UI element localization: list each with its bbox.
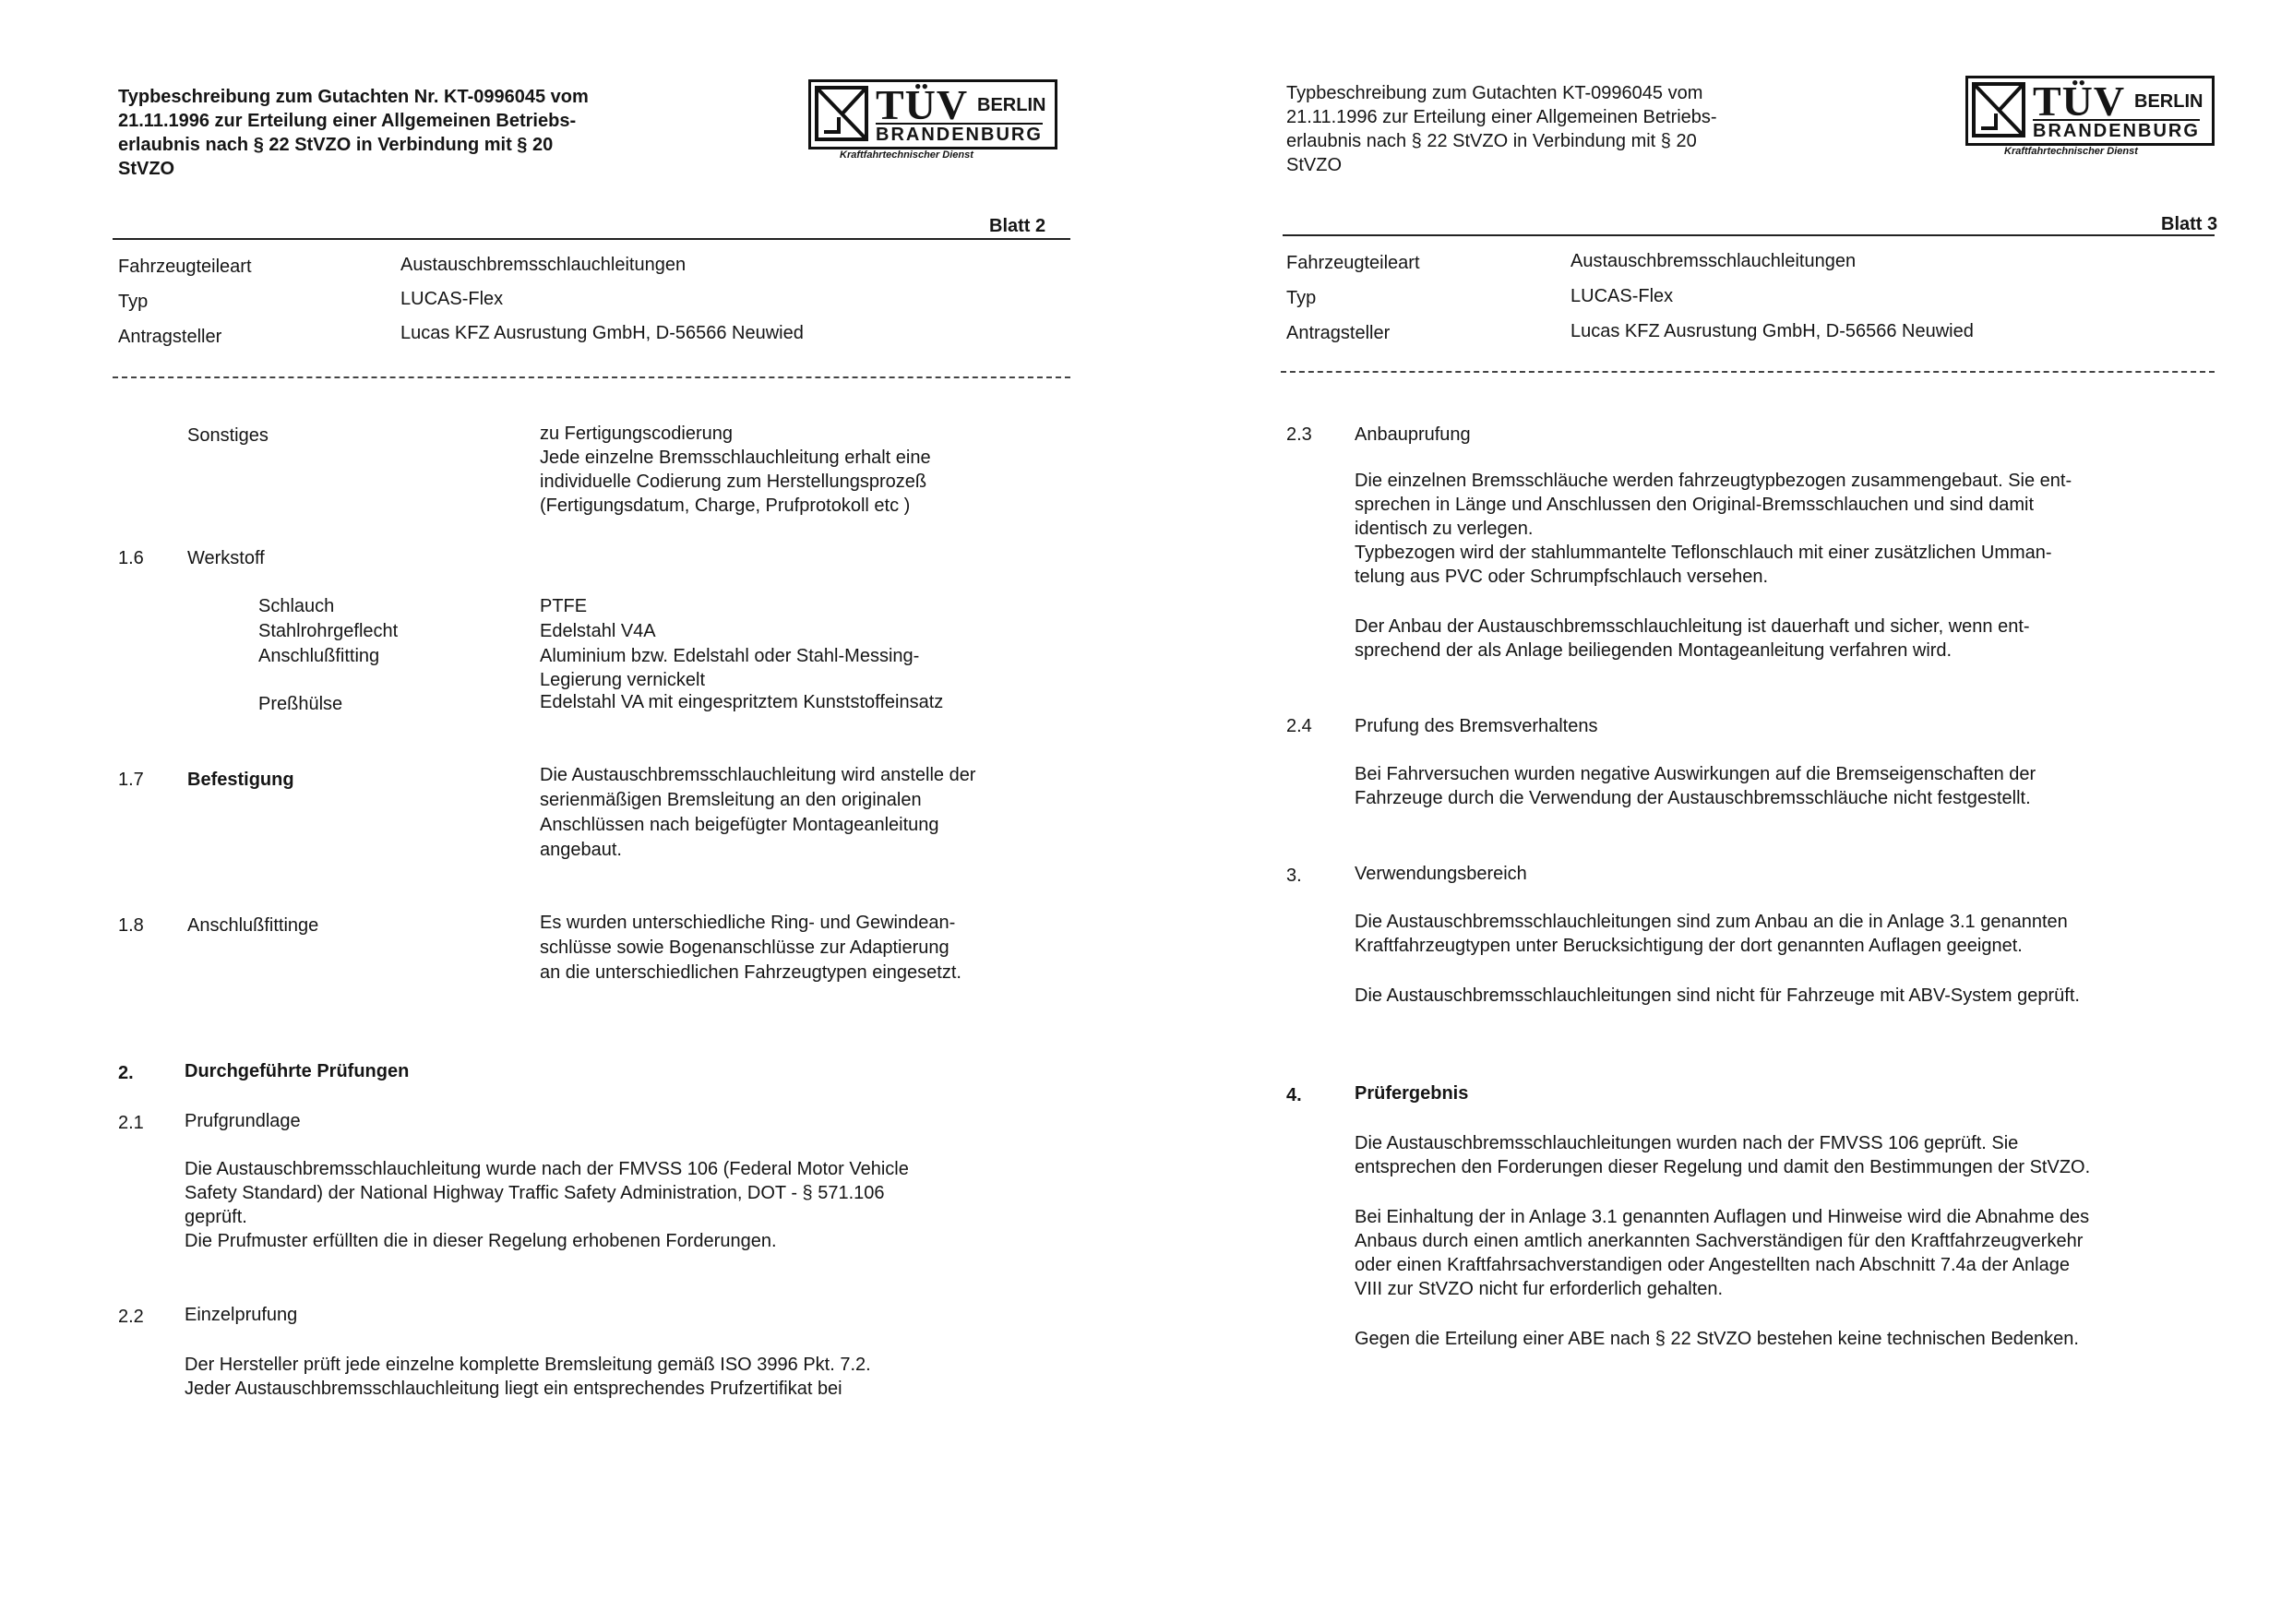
werkstoff-title: Werkstoff [187, 548, 265, 568]
werkstoff-value: Aluminium bzw. Edelstahl oder Stahl-Messing- [540, 646, 920, 666]
werkstoff-key: Preßhülse [258, 694, 343, 714]
werkstoff-key: Schlauch [258, 596, 335, 616]
logo-subtitle: Kraftfahrtechnischer Dienst [840, 149, 973, 161]
doc-header-line-1: Typbeschreibung zum Gutachten Nr. KT-0996045 vom [118, 87, 589, 107]
section-2-title: Durchgeführte Prüfungen [185, 1061, 410, 1081]
werkstoff-value: Edelstahl V4A [540, 621, 656, 641]
s23-line: sprechend der als Anlage beiliegenden Montageanleitung verfahren wird. [1355, 640, 1953, 661]
sonstiges-line: individuelle Codierung zum Herstellungsprozeß [540, 472, 927, 492]
s23-line: Der Anbau der Austauschbremsschlauchleitung ist dauerhaft und sicher, wenn ent- [1355, 616, 2030, 637]
werkstoff-value: Edelstahl VA mit eingespritztem Kunststoffeinsatz [540, 692, 944, 712]
sheet-number: Blatt 2 [989, 216, 1046, 236]
s21-line: Die Austauschbremsschlauchleitung wurde nach der FMVSS 106 (Federal Motor Vehicle [185, 1159, 909, 1179]
werkstoff-key: Stahlrohrgeflecht [258, 621, 399, 641]
befestigung-title: Befestigung [187, 770, 294, 790]
meta-value-fahrzeugteileart: Austauschbremsschlauchleitungen [400, 255, 687, 275]
s3-line: Die Austauschbremsschlauchleitungen sind zum Anbau an die in Anlage 3.1 genannten [1355, 912, 2068, 932]
doc-header-line-4: StVZO [1286, 155, 1343, 175]
logo-state: BRANDENBURG [2033, 121, 2200, 141]
meta-label-antragsteller: Antragsteller [118, 327, 222, 347]
page-blatt-3 [1140, 0, 2281, 1624]
s23-line: Die einzelnen Bremsschläuche werden fahrzeugtypbezogen zusammengebaut. Sie ent- [1355, 471, 2072, 491]
s4-line: VIII zur StVZO nicht fur erforderlich gehalten. [1355, 1279, 1724, 1299]
logo-subtitle: Kraftfahrtechnischer Dienst [2004, 146, 2138, 157]
s4-line: Die Austauschbremsschlauchleitungen wurden nach der FMVSS 106 geprüft. Sie [1355, 1133, 2019, 1153]
s4-line: oder einen Kraftfahrsachverstandigen oder Angestellten nach Abschnitt 7.4a der Anlage [1355, 1255, 2070, 1275]
s24-line: Fahrzeuge durch die Verwendung der Austauschbremsschläuche nicht festgestellt. [1355, 788, 2031, 808]
logo-tuv: TÜV [2033, 78, 2126, 125]
section-number: 1.8 [118, 915, 144, 936]
meta-rule [113, 376, 1070, 378]
s22-line: Jeder Austauschbremsschlauchleitung liegt ein entsprechendes Prufzertifikat bei [185, 1379, 842, 1399]
logo-city: BERLIN [977, 95, 1046, 115]
section-number: 3. [1286, 866, 1302, 886]
header-rule [1283, 234, 2215, 236]
page-blatt-2 [0, 0, 1140, 1624]
section-number: 2.1 [118, 1113, 144, 1133]
s23-line: identisch zu verlegen. [1355, 519, 1534, 539]
doc-header-line-4: StVZO [118, 159, 175, 179]
befestigung-line: Die Austauschbremsschlauchleitung wird anstelle der [540, 765, 976, 785]
s22-line: Der Hersteller prüft jede einzelne komplette Bremsleitung gemäß ISO 3996 Pkt. 7.2. [185, 1355, 871, 1375]
meta-value-antragsteller: Lucas KFZ Ausrustung GmbH, D-56566 Neuwied [400, 323, 804, 343]
meta-rule [1281, 371, 2215, 373]
meta-label-fahrzeugteileart: Fahrzeugteileart [118, 257, 252, 277]
section-number: 2.4 [1286, 716, 1312, 736]
s4-line: Bei Einhaltung der in Anlage 3.1 genannten Auflagen und Hinweise wird die Abnahme des [1355, 1207, 2090, 1227]
befestigung-line: serienmäßigen Bremsleitung an den originalen [540, 790, 922, 810]
s21-line: Safety Standard) der National Highway Traffic Safety Administration, DOT - § 571.106 [185, 1183, 885, 1203]
section-2-4-title: Prufung des Bremsverhaltens [1355, 716, 1598, 736]
anschluss-line: an die unterschiedlichen Fahrzeugtypen eingesetzt. [540, 962, 961, 983]
logo-state: BRANDENBURG [876, 125, 1043, 145]
meta-value-antragsteller: Lucas KFZ Ausrustung GmbH, D-56566 Neuwied [1570, 321, 1974, 341]
logo-tuv: TÜV [876, 81, 969, 128]
werkstoff-key: Anschlußfitting [258, 646, 380, 666]
meta-label-typ: Typ [1286, 288, 1317, 308]
s3-line: Kraftfahrzeugtypen unter Berucksichtigung der dort genannten Auflagen geeignet. [1355, 936, 2023, 956]
doc-header-line-2: 21.11.1996 zur Erteilung einer Allgemeinen Betriebs- [1286, 107, 1717, 127]
sonstiges-line: Jede einzelne Bremsschlauchleitung erhalt eine [540, 448, 931, 468]
sonstiges-label: Sonstiges [187, 425, 269, 446]
s23-line: sprechen in Länge und Anschlussen den Original-Bremsschlauchen und sind damit [1355, 495, 2035, 515]
meta-label-typ: Typ [118, 292, 149, 312]
s4-line: Gegen die Erteilung einer ABE nach § 22 StVZO bestehen keine technischen Bedenken. [1355, 1329, 2079, 1349]
s21-line: Die Prufmuster erfüllten die in dieser Regelung erhobenen Forderungen. [185, 1231, 777, 1251]
anschluss-line: Es wurden unterschiedliche Ring- und Gewindean- [540, 913, 956, 933]
tuv-logo [1965, 76, 2215, 146]
section-number: 1.6 [118, 548, 144, 568]
section-number: 4. [1286, 1085, 1302, 1105]
sheet-number: Blatt 3 [2161, 214, 2218, 234]
section-2-1-title: Prufgrundlage [185, 1111, 301, 1131]
sonstiges-line: (Fertigungsdatum, Charge, Prufprotokoll etc ) [540, 496, 911, 516]
section-4-title: Prüfergebnis [1355, 1083, 1469, 1104]
doc-header-line-1: Typbeschreibung zum Gutachten KT-0996045 vom [1286, 83, 1703, 103]
logo-city: BERLIN [2134, 91, 2203, 112]
section-3-title: Verwendungsbereich [1355, 864, 1527, 884]
tuv-emblem-icon [815, 86, 868, 141]
s4-line: entsprechen den Forderungen dieser Regelung und damit den Bestimmungen der StVZO. [1355, 1157, 2091, 1177]
s23-line: Typbezogen wird der stahlummantelte Teflonschlauch mit einer zusätzlichen Umman- [1355, 543, 2052, 563]
meta-value-fahrzeugteileart: Austauschbremsschlauchleitungen [1570, 251, 1857, 271]
meta-value-typ: LUCAS-Flex [400, 289, 504, 309]
meta-value-typ: LUCAS-Flex [1570, 286, 1674, 306]
s4-line: Anbaus durch einen amtlich anerkannten Sachverständigen für den Kraftfahrzeugverkehr [1355, 1231, 2084, 1251]
meta-label-fahrzeugteileart: Fahrzeugteileart [1286, 253, 1420, 273]
s3-line: Die Austauschbremsschlauchleitungen sind nicht für Fahrzeuge mit ABV-System geprüft. [1355, 985, 2080, 1006]
meta-label-antragsteller: Antragsteller [1286, 323, 1391, 343]
section-number: 2.2 [118, 1307, 144, 1327]
section-2-2-title: Einzelprufung [185, 1305, 298, 1325]
section-2-3-title: Anbauprufung [1355, 424, 1471, 445]
doc-header-line-3: erlaubnis nach § 22 StVZO in Verbindung mit § 20 [1286, 131, 1697, 151]
header-rule [113, 238, 1070, 240]
anschluss-title: Anschlußfittinge [187, 915, 319, 936]
section-number: 1.7 [118, 770, 144, 790]
section-number: 2.3 [1286, 424, 1312, 445]
section-number: 2. [118, 1063, 134, 1083]
befestigung-line: Anschlüssen nach beigefügter Montageanleitung [540, 815, 939, 835]
doc-header-line-2: 21.11.1996 zur Erteilung einer Allgemeinen Betriebs- [118, 111, 577, 131]
befestigung-line: angebaut. [540, 840, 622, 860]
tuv-logo [808, 79, 1057, 149]
doc-header-line-3: erlaubnis nach § 22 StVZO in Verbindung mit § 20 [118, 135, 554, 155]
werkstoff-value: PTFE [540, 596, 588, 616]
s24-line: Bei Fahrversuchen wurden negative Auswirkungen auf die Bremseigenschaften der [1355, 764, 2036, 784]
werkstoff-value: Legierung vernickelt [540, 670, 705, 690]
sonstiges-line: zu Fertigungscodierung [540, 424, 734, 444]
tuv-emblem-icon [1972, 82, 2025, 137]
anschluss-line: schlüsse sowie Bogenanschlüsse zur Adaptierung [540, 937, 949, 958]
s23-line: telung aus PVC oder Schrumpfschlauch versehen. [1355, 567, 1769, 587]
s21-line: geprüft. [185, 1207, 247, 1227]
